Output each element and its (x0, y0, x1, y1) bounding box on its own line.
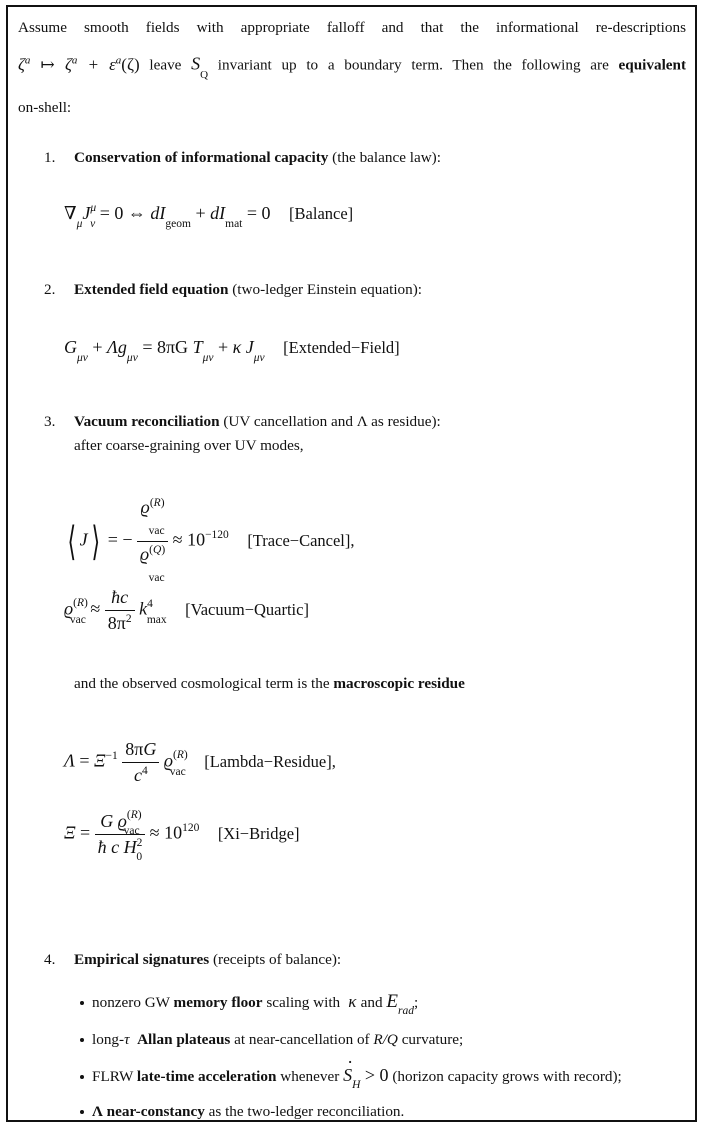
item-1-heading: Conservation of informational capacity (the balance law): (74, 149, 441, 166)
trace-cancel-label: [Trace−Cancel], (247, 530, 355, 550)
trace-cancel-equation: ⟨ J⟩ = − $ϱ^{(R)}$ vac $ϱ^{(Q)}$ vac ≈ $10^{-120}$ [Trace−Cancel], (67, 497, 355, 584)
item-2-number: 2. (44, 281, 56, 298)
xi-bridge-equation: Ξ = $\frac{G ϱ^{(R)}_{vac}}{ħ c H^2_0}$ ≈ $10^{120}$ [Xi−Bridge] (64, 809, 300, 863)
item-1-number: 1. (44, 149, 56, 166)
vacuum-quartic-equation: $ϱ^{(R)}_{vac}$ ≈ $\frac{ħc}{8\pi^2}$ $k^4_{max}$ [Vacuum−Quartic] (64, 587, 309, 633)
lambda-residue-label: [Lambda−Residue], (204, 751, 336, 771)
bullet-allan-plateaus: long-τ Allan plateaus at near-cancellation of R/Q curvature; (80, 1031, 463, 1049)
intro-line-3: on-shell: (18, 99, 72, 116)
xi-bridge-label: [Xi−Bridge] (217, 823, 300, 843)
macroscopic-residue-line: and the observed cosmological term is the macroscopic residue (74, 675, 465, 692)
theorem-box (6, 5, 697, 1122)
bullet-dot (80, 1075, 84, 1079)
intro-line-2: $\zeta^a$ ↦ $\zeta^a + \varepsilon^a(\zeta)$ leave $S_Q$ invariant up to a boundary term. Then the following are equivalent (18, 53, 687, 81)
item-4-number: 4. (44, 951, 56, 968)
item-4-heading: Empirical signatures (receipts of balance): (74, 951, 342, 968)
equivalent-word: equivalent (618, 56, 687, 74)
bullet-dot (80, 1110, 84, 1114)
balance-equation: $\nabla_\mu J^\mu_\nu = 0$ ⇔ $dI_{geom} + dI_{mat} = 0$ [Balance] (64, 202, 354, 230)
item-3-number: 3. (44, 413, 56, 430)
bullet-dot (80, 1001, 84, 1005)
bullet-memory-floor: nonzero GW memory floor scaling with κ and $E_{rad}$; (80, 991, 418, 1013)
bullet-dot (80, 1038, 84, 1042)
item-2-heading: Extended field equation (two-ledger Einstein equation): (74, 281, 423, 298)
lambda-residue-equation: $\Lambda = \Xi^{-1}$ $\frac{8\pi G}{c^4}$ $ϱ^{(R)}_{vac}$ [Lambda−Residue], (64, 739, 336, 785)
item-3-line-2: after coarse-graining over UV modes, (74, 437, 304, 454)
extended-field-label: [Extended−Field] (283, 338, 400, 357)
intro-line-1: Assume smooth fields with appropriate falloff and that the informational re-descriptions (18, 19, 686, 36)
bullet-late-time-acceleration: FLRW late-time acceleration whenever S · $_H$ > 0 (horizon capacity grows with record); (80, 1065, 622, 1086)
item-3-heading: Vacuum reconciliation (UV cancellation and Λ as residue): (74, 413, 441, 430)
balance-label: [Balance] (289, 204, 354, 223)
extended-field-equation: $G_{\mu\nu} + \Lambda g_{\mu\nu} = 8\pi G$ $T_{\mu\nu} + \kappa$ $J_{\mu\nu}$ [Extended−Field] (64, 337, 400, 364)
bullet-lambda-near-constancy: Λ near-constancy as the two-ledger reconciliation. (80, 1103, 404, 1121)
vacuum-quartic-label: [Vacuum−Quartic] (185, 599, 309, 619)
